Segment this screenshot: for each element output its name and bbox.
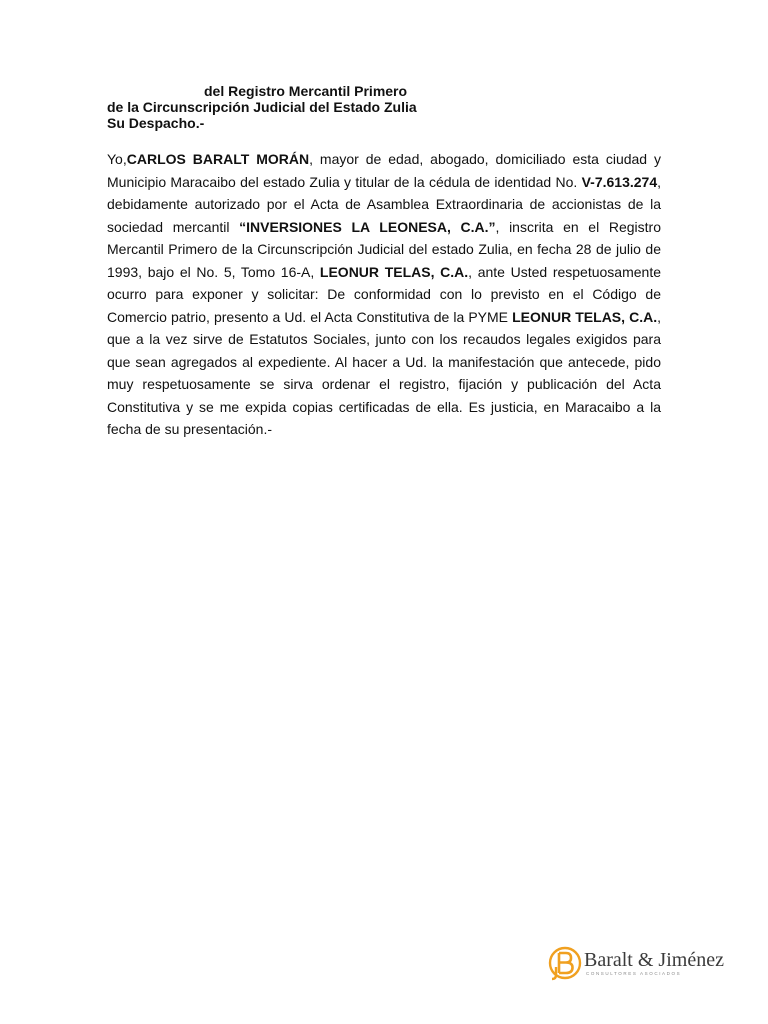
body-text-segment: , ante Usted respetuosamente ocurro para exponer y solicitar: De conformidad con lo previsto en el Código de Comercio patrio, presento a Ud. el Acta Constitutiva de la PYME [107,263,662,325]
body-text-segment: Yo, [107,151,127,167]
body-bold-company: “INVERSIONES LA LEONESA, C.A.” [239,218,496,235]
heading-line-2: de la Circunscripción Judicial del Estado Zulia [107,99,417,115]
body-text-segment: , que a la vez sirve de Estatutos Sociales, junto con los recaudos legales exigidos para que sean agregados al expediente. Al hacer a Ud. la manifestación que antecede, pido muy respetuosamente se sirva ordenar el registro, fijación y publicación del Acta Constitutiva y se me expida copias certificadas de ella. Es justicia, en Maracaibo a la fecha de su presentación.- [107,308,661,437]
body-paragraph [107,148,661,441]
body-bold-id-number: V-7.613.274 [581,173,658,190]
body-text-segment: , inscrita en el Registro Mercantil Primero de la Circunscripción Judicial del estado Zulia, en fecha 28 de julio de 1993, bajo el No. 5, Tomo 16-A, [107,218,661,280]
logo-wordmark: Baralt & Jiménez [584,949,724,971]
body-bold-name: CARLOS BARALT MORÁN [126,151,310,167]
heading-line-3: Su Despacho.- [107,115,205,131]
company-logo [548,945,748,981]
body-text-segment: , mayor de edad, abogado, domiciliado esta ciudad y Municipio Maracaibo del estado Zulia y titular de la cédula de identidad No. [107,151,662,190]
body-bold-company: LEONUR TELAS, C.A. [319,263,469,280]
body-bold-company: LEONUR TELAS, C.A. [512,308,658,325]
heading-line-1: del Registro Mercantil Primero [204,83,408,99]
body-text-segment: , debidamente autorizado por el Acta de Asamblea Extraordinaria de accionistas de la sociedad mercantil [107,173,661,235]
addressee-heading [107,83,667,131]
bj-monogram-icon [548,945,582,981]
logo-tagline: CONSULTORES ASOCIADOS [586,971,682,976]
